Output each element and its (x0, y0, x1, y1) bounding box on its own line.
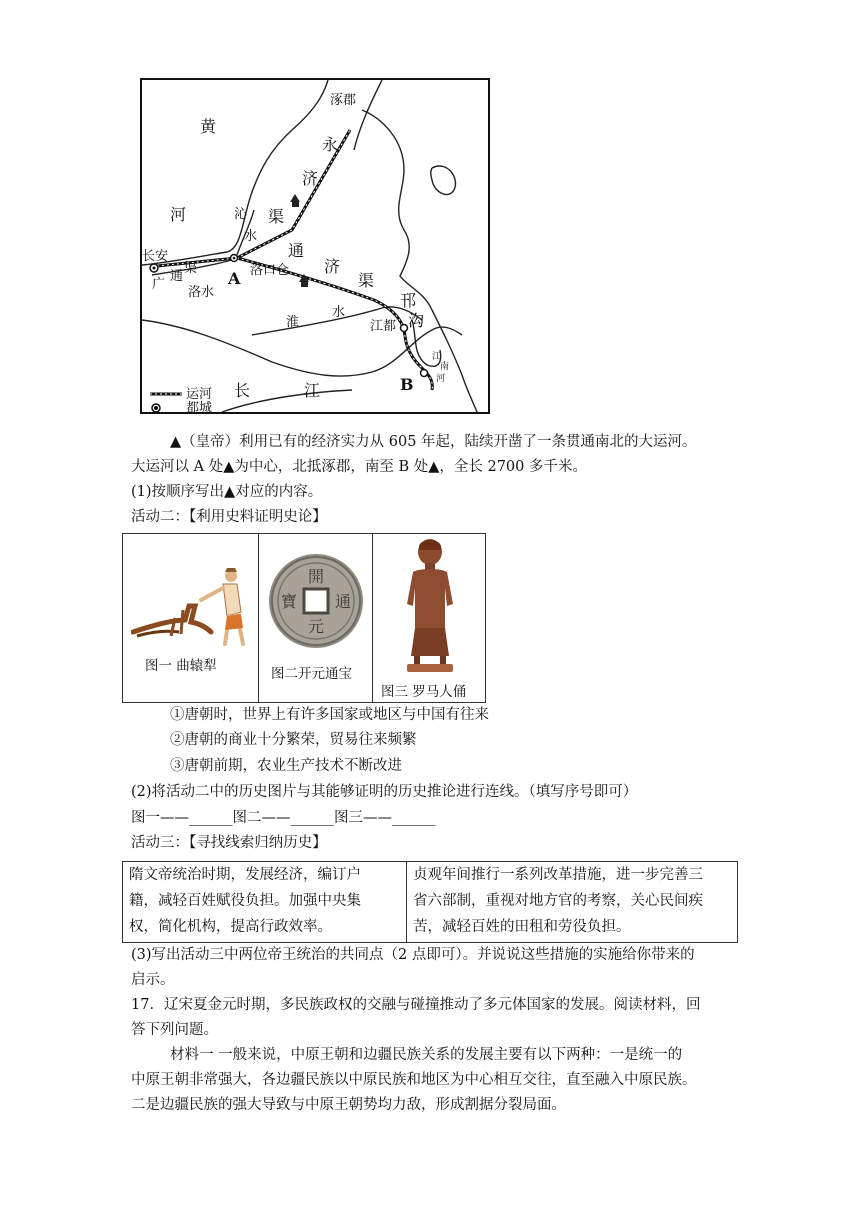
label-qu1: 渠 (268, 207, 285, 226)
image-table (122, 533, 486, 703)
legend-canal-label: 运河 (186, 387, 213, 402)
zhenguan-line-2: 省六部制，重视对地方官的考察，关心民间疾 (413, 893, 703, 909)
label-chang: 长 (234, 381, 251, 400)
figure-1-cell (123, 534, 259, 702)
label-luokoucang: 洛口仓 (250, 263, 290, 278)
legend-capital-label: 都城 (186, 401, 213, 416)
paragraph-1: ▲（皇帝）利用已有的经济实力从 605 年起，陆续开凿了一条贯通南北的大运河。 (170, 434, 697, 450)
question-3-line-2: 启示。 (131, 972, 175, 988)
figure-3-cell (373, 534, 485, 702)
label-jiangdu: 江都 (370, 319, 397, 334)
grand-canal-map (140, 78, 490, 414)
label-huai: 淮 (286, 315, 300, 330)
yellow-river (142, 80, 328, 265)
svg-text:元: 元 (307, 617, 325, 636)
kaiyuan-coin-image (267, 552, 365, 650)
label-zhuojun: 涿郡 (330, 93, 357, 108)
activity-2-heading: 活动二：【利用史料证明史论】 (131, 509, 327, 525)
label-qu2: 渠 (184, 261, 198, 276)
label-shui2: 水 (332, 305, 346, 320)
label-tong2: 通 (288, 241, 305, 260)
label-qu3: 渠 (358, 271, 375, 290)
material-1-line-3: 二是边疆民族的强大导致与中原王朝势均力敌，形成割据分裂局面。 (131, 1097, 566, 1113)
label-han: 邗 (400, 291, 417, 310)
curved-plough-image (131, 566, 253, 650)
figure-2-caption: 图二开元通宝 (271, 666, 352, 682)
matching-blanks: 图一——______图二——______图三——______ (131, 810, 436, 826)
figure-1-caption: 图一 曲辕犁 (145, 658, 217, 674)
material-1-line-2: 中原王朝非常强大，各边疆民族以中原民族和地区为中心相互交往，直至融入中原民族。 (131, 1072, 697, 1088)
question-17-line-2: 答下列问题。 (131, 1022, 218, 1038)
label-jiangnan-1: 江 (432, 352, 442, 362)
statement-3: ③唐朝前期，农业生产技术不断改进 (170, 758, 402, 774)
label-B: B (400, 375, 414, 394)
roman-figurine-image (395, 538, 465, 672)
label-jiangnan-2: 南 (440, 362, 450, 372)
label-shui1: 水 (244, 229, 258, 244)
granary-icon-1 (290, 194, 300, 207)
question-3-line-1: (3)写出活动三中两位帝王统治的共同点（2 点即可）。并说说这些措施的实施给你带来的 (131, 947, 695, 963)
yuhang-city-icon (421, 370, 428, 377)
zhenguan-line-1: 贞观年间推行一系列改革措施，进一步完善三 (413, 867, 703, 883)
peninsula (431, 166, 456, 195)
sui-line-3: 权，简化机构，提高行政效率。 (129, 919, 332, 935)
sui-line-2: 籍，减轻百姓赋役负担。加强中央集 (129, 893, 361, 909)
svg-text:開: 開 (307, 567, 325, 586)
paragraph-2: 大运河以 A 处▲为中心，北抵涿郡，南至 B 处▲，全长 2700 多千米。 (131, 459, 587, 475)
label-ji2: 济 (324, 257, 341, 276)
comparison-table (122, 861, 738, 943)
question-1: (1)按顺序写出▲对应的内容。 (131, 484, 323, 500)
label-yong: 永 (322, 135, 339, 154)
label-jiang: 江 (304, 381, 321, 400)
svg-text:通: 通 (334, 592, 352, 611)
statement-2: ②唐朝的商业十分繁荣，贸易往来频繁 (170, 732, 417, 748)
question-17-line-1: 17．辽宋夏金元时期，多民族政权的交融与碰撞推动了多元体国家的发展。阅读材料，回 (131, 997, 701, 1013)
label-ji1: 济 (302, 169, 319, 188)
material-1-line-1: 材料一 一般来说，中原王朝和边疆民族关系的发展主要有以下两种：一是统一的 (170, 1047, 683, 1063)
label-guang: 广 (152, 277, 166, 292)
label-huang: 黄 (200, 117, 217, 136)
statement-1: ①唐朝时，世界上有许多国家或地区与中国有往来 (170, 707, 489, 723)
zhenguan-line-3: 苦，减轻百姓的田租和劳役负担。 (413, 919, 631, 935)
sui-line-1: 隋文帝统治时期，发展经济，编订户 (129, 867, 361, 883)
figure-3-caption: 图三 罗马人俑 (381, 684, 467, 700)
sui-wendi-cell (123, 862, 407, 942)
question-2: (2)将活动二中的历史图片与其能够证明的历史推论进行连线。（填写序号即可） (131, 784, 638, 800)
label-qin: 沁 (234, 207, 248, 222)
activity-3-heading: 活动三：【寻找线索归纳历史】 (131, 835, 327, 851)
label-gou: 沟 (408, 311, 425, 330)
jiangdu-city-icon (401, 325, 408, 332)
zhenguan-cell (407, 862, 737, 942)
label-tong1: 通 (170, 269, 184, 284)
label-luoshui: 洛水 (188, 285, 215, 300)
river-north (354, 80, 382, 150)
label-A: A (228, 269, 241, 288)
figure-2-cell (259, 534, 373, 702)
svg-text:寶: 寶 (280, 592, 298, 611)
label-jiangnan-3: 河 (436, 374, 446, 384)
label-he: 河 (170, 205, 187, 224)
label-changan: 长安 (142, 249, 169, 264)
